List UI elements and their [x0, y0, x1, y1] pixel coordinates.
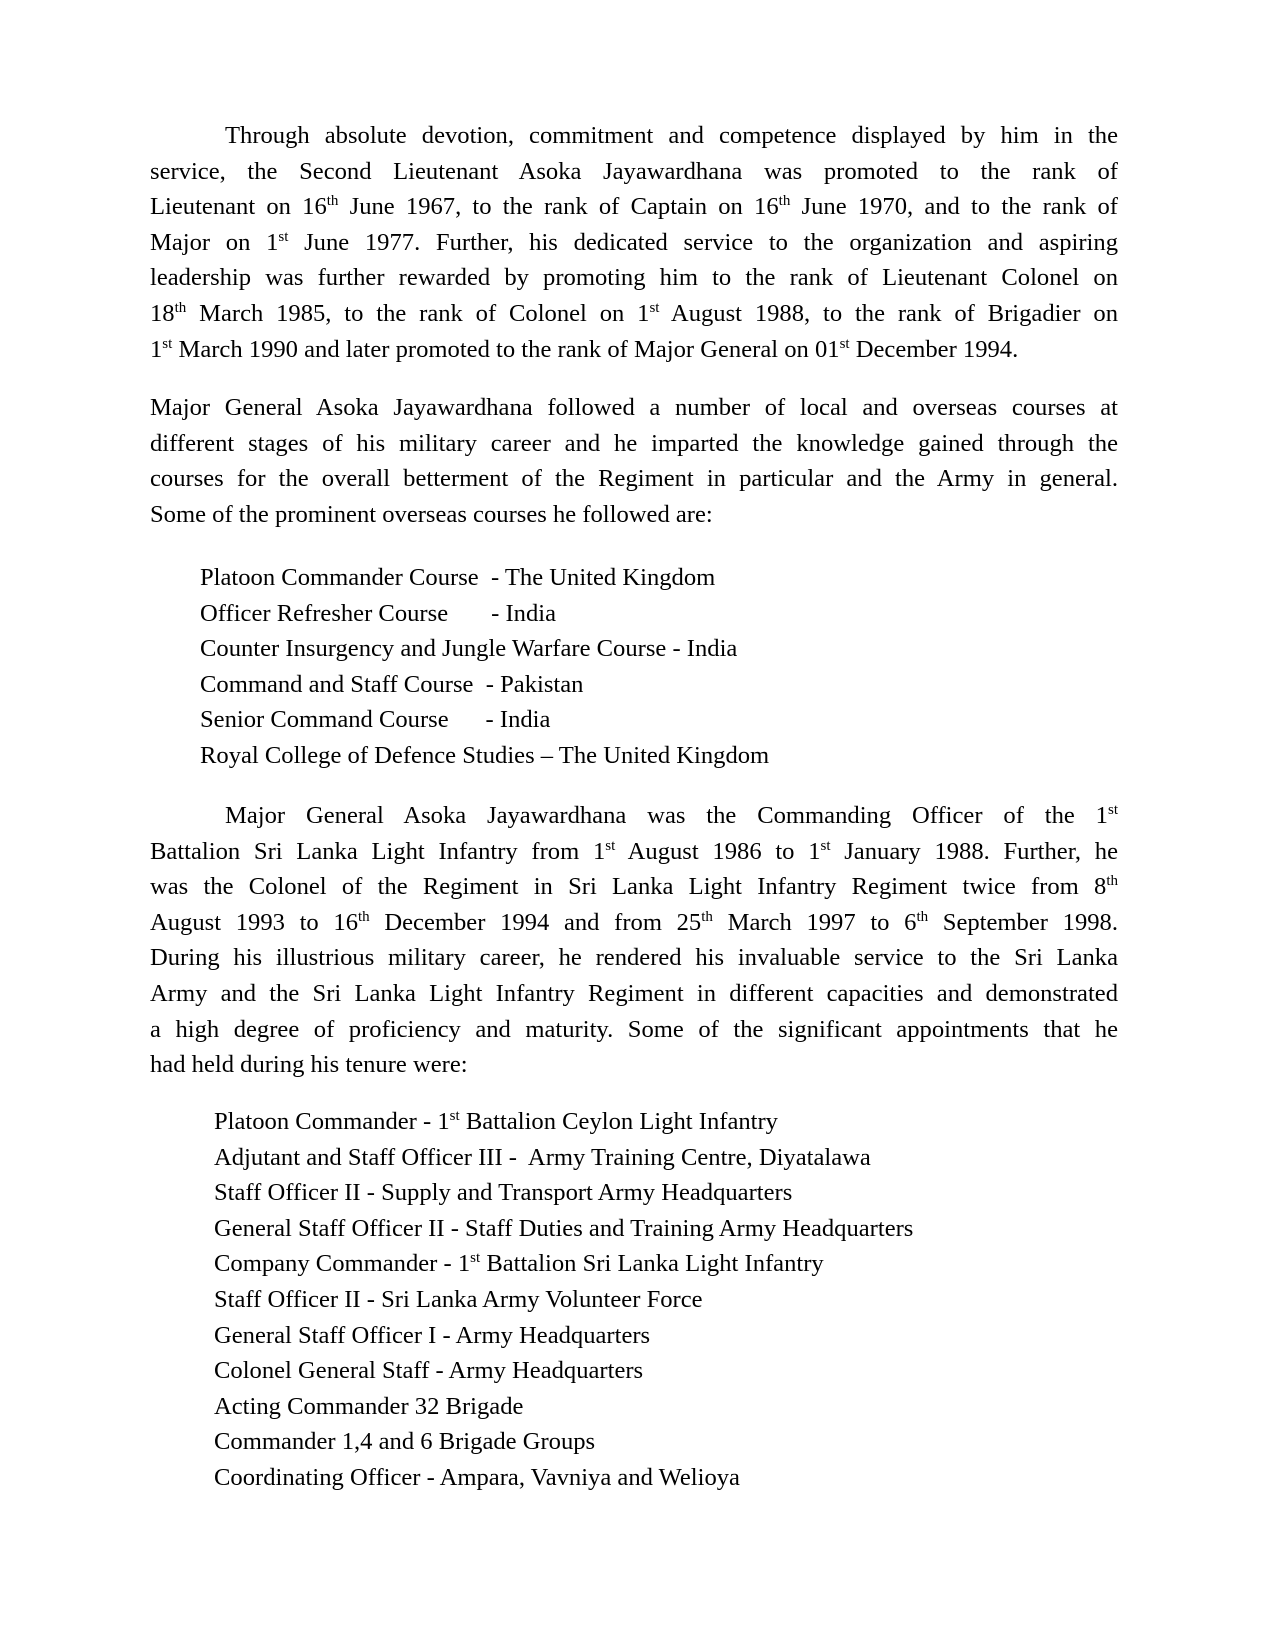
text-segment: courses for the overall betterment of the Regiment in particular and the Army in general. [150, 465, 1118, 493]
ordinal-suffix: th [358, 908, 370, 925]
paragraph-line [150, 461, 1118, 497]
appointment-item [214, 1318, 913, 1354]
text-segment: During his illustrious military career, he rendered his invaluable service to the Sri Lanka [150, 944, 1118, 972]
paragraph-line [150, 260, 1118, 296]
appointment-item [214, 1353, 913, 1389]
paragraph-line [150, 225, 1118, 261]
ordinal-suffix: th [174, 299, 187, 316]
text-segment: Adjutant and Staff Officer III - Army Training Centre, Diyatalawa [214, 1143, 871, 1171]
ordinal-suffix: st [1107, 802, 1118, 818]
ordinal-suffix: st [470, 1250, 481, 1267]
text-segment: 18 [150, 299, 175, 327]
text-segment: March 1990 and later promoted to the rank of Major General on 01 [172, 335, 840, 363]
text-segment: Staff Officer II - Sri Lanka Army Volunteer Force [214, 1285, 703, 1313]
text-segment: March 1985, to the rank of Colonel on 1 [186, 299, 650, 327]
text-segment: was the Colonel of the Regiment in Sri Lanka Light Infantry Regiment twice from 8 [150, 873, 1107, 901]
paragraph-line [150, 426, 1118, 462]
course-item: Counter Insurgency and Jungle Warfare Course - India [200, 635, 738, 663]
text-segment: Battalion Sri Lanka Light Infantry [480, 1250, 824, 1278]
text-segment: Major General Asoka Jayawardhana was the Commanding Officer of the 1 [225, 802, 1108, 829]
text-segment: December 1994. [849, 335, 1019, 363]
ordinal-suffix: st [649, 299, 660, 316]
paragraph-line [150, 332, 1118, 368]
appointment-item [214, 1282, 913, 1318]
text-segment: December 1994 and from 25 [369, 908, 702, 936]
text-segment: different stages of his military career and he imparted the knowledge gained through the [150, 429, 1118, 457]
ordinal-suffix: th [701, 908, 713, 925]
text-segment: Through absolute devotion, commitment and competence displayed by him in the [225, 122, 1118, 149]
paragraph-line [150, 869, 1118, 905]
course-item: Senior Command Course - India [200, 706, 551, 734]
text-segment: General Staff Officer II - Staff Duties and Training Army Headquarters [214, 1214, 914, 1242]
text-segment: 1 [150, 335, 163, 363]
appointment-item [214, 1211, 913, 1247]
text-segment: January 1988. Further, he [830, 837, 1119, 865]
ordinal-suffix: st [605, 837, 616, 854]
text-segment: Acting Commander 32 Brigade [214, 1392, 524, 1420]
course-item: Command and Staff Course - Pakistan [200, 670, 584, 698]
text-segment: Some of the prominent overseas courses he followed are: [150, 500, 713, 528]
text-segment: August 1988, to the rank of Brigadier on [659, 299, 1118, 327]
text-segment: Lieutenant on 16 [150, 193, 327, 221]
appointment-item [214, 1104, 913, 1140]
paragraph-line [150, 905, 1118, 941]
course-item: Royal College of Defence Studies – The United Kingdom [200, 741, 770, 769]
text-segment: Colonel General Staff - Army Headquarters [214, 1357, 644, 1385]
ordinal-suffix: st [449, 1108, 460, 1124]
paragraph-line [150, 1047, 1118, 1083]
paragraph-line [150, 154, 1118, 190]
course-item: Officer Refresher Course - India [200, 599, 557, 627]
courses-intro-paragraph [150, 390, 1118, 532]
text-segment: Platoon Commander - 1 [214, 1108, 450, 1135]
paragraph-line [150, 296, 1118, 332]
appointment-item [214, 1246, 913, 1282]
appointment-item [214, 1140, 913, 1176]
ordinal-suffix: th [778, 193, 791, 210]
text-segment: Major on 1 [150, 228, 279, 256]
paragraph-line [150, 834, 1118, 870]
text-segment: June 1970, and to the rank of [790, 193, 1118, 221]
text-segment: Commander 1,4 and 6 Brigade Groups [214, 1428, 596, 1456]
appointments-intro-paragraph [150, 798, 1118, 1083]
appointment-item [214, 1424, 913, 1460]
text-segment: Staff Officer II - Supply and Transport Army Headquarters [214, 1179, 793, 1207]
paragraph-line [150, 940, 1118, 976]
text-segment: had held during his tenure were: [150, 1051, 468, 1079]
paragraph-line [150, 390, 1118, 426]
text-segment: March 1997 to 6 [712, 908, 917, 936]
text-segment: Army and the Sri Lanka Light Infantry Regiment in different capacities and demonstrated [150, 979, 1118, 1007]
paragraph-line [150, 798, 1118, 834]
paragraph-line [150, 118, 1118, 154]
appointment-item [214, 1175, 913, 1211]
paragraph-line [150, 497, 1118, 533]
paragraph-line [150, 189, 1118, 225]
text-segment: service, the Second Lieutenant Asoka Jayawardhana was promoted to the rank of [150, 157, 1118, 185]
text-segment: Major General Asoka Jayawardhana followed a number of local and overseas courses at [150, 394, 1118, 421]
paragraph-line [150, 1012, 1118, 1048]
ordinal-suffix: th [1106, 873, 1118, 890]
text-segment: September 1998. [928, 908, 1118, 936]
text-segment: August 1986 to 1 [615, 837, 821, 865]
overseas-courses-list [200, 560, 769, 774]
appointments-list [214, 1104, 913, 1496]
text-segment: June 1977. Further, his dedicated service to the organization and aspiring [288, 228, 1118, 256]
promotions-paragraph [150, 118, 1118, 367]
course-item: Platoon Commander Course - The United Kingdom [200, 564, 716, 591]
appointment-item [214, 1389, 913, 1425]
ordinal-suffix: st [162, 335, 173, 352]
ordinal-suffix: th [916, 908, 929, 925]
text-segment: August 1993 to 16 [150, 908, 359, 936]
text-segment: Company Commander - 1 [214, 1250, 471, 1278]
paragraph-line [150, 976, 1118, 1012]
text-segment: Battalion Ceylon Light Infantry [459, 1108, 778, 1135]
appointment-item [214, 1460, 913, 1496]
text-segment: a high degree of proficiency and maturity. Some of the significant appointments that he [150, 1015, 1118, 1043]
text-segment: Coordinating Officer - Ampara, Vavniya and Welioya [214, 1463, 740, 1491]
ordinal-suffix: th [326, 193, 339, 210]
ordinal-suffix: st [278, 228, 289, 245]
text-segment: General Staff Officer I - Army Headquarters [214, 1321, 651, 1349]
text-segment: leadership was further rewarded by promoting him to the rank of Lieutenant Colonel on [150, 264, 1118, 292]
ordinal-suffix: st [839, 335, 850, 352]
text-segment: June 1967, to the rank of Captain on 16 [338, 193, 779, 221]
ordinal-suffix: st [820, 837, 831, 854]
text-segment: Battalion Sri Lanka Light Infantry from 1 [150, 837, 606, 865]
